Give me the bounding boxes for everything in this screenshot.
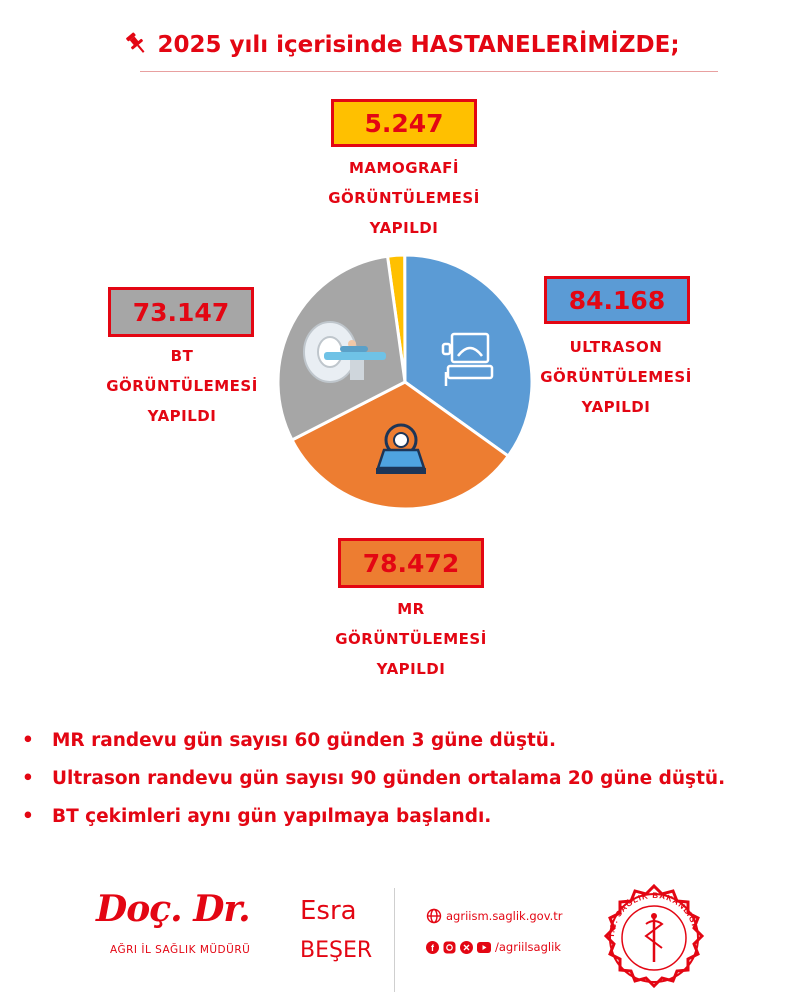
signature-last-name: BEŞER [300,938,373,963]
globe-icon [426,908,442,924]
list-item: • Ultrason randevu gün sayısı 90 günden ortalama 20 güne düştü. [22,760,803,798]
x-icon [460,941,473,954]
list-item: • MR randevu gün sayısı 60 günden 3 güne düştü. [22,722,803,760]
ultrason-value-box [544,276,690,324]
bt-label: BT GÖRÜNTÜLEMESİ YAPILDI [106,347,258,425]
mr-label: MR GÖRÜNTÜLEMESİ YAPILDI [335,600,487,678]
mr-value: 78.472 [362,548,460,578]
mamografi-label: MAMOGRAFİ GÖRÜNTÜLEMESİ YAPILDI [328,159,480,237]
signature-first-name: Esra [300,896,357,926]
instagram-icon [443,941,456,954]
social-handle[interactable] [426,940,561,954]
youtube-icon [477,942,491,953]
footer-divider [394,888,395,992]
bt-value-box [108,287,254,337]
mamografi-value-box [331,99,477,147]
signature-role: AĞRI İL SAĞLIK MÜDÜRÜ [110,944,251,956]
imaging-pie-chart [270,248,550,518]
svg-text:T.C. SAĞLIK BAKANLIĞI: T.C. SAĞLIK BAKANLIĞI [606,890,700,939]
page-title [0,30,803,62]
highlights-list [22,722,803,836]
title-divider [140,71,718,72]
ultrason-value: 84.168 [568,285,666,315]
ministry-seal-logo [598,882,710,994]
mr-value-box [338,538,484,588]
list-item: • BT çekimleri aynı gün yapılmaya başlandı. [22,798,803,836]
website-link[interactable] [426,908,563,924]
mamografi-value: 5.247 [364,108,444,138]
facebook-icon [426,941,439,954]
website-text: agriism.saglik.gov.tr [446,909,563,923]
ultrason-label: ULTRASON GÖRÜNTÜLEMESİ YAPILDI [540,338,692,416]
svg-text:f: f [431,942,434,953]
bt-value: 73.147 [132,297,230,327]
signature-title: Doç. Dr. [96,888,250,930]
page-title-text: 2025 yılı içerisinde HASTANELERİMİZDE; [157,32,680,58]
social-text: /agriilsaglik [495,940,561,954]
pushpin-icon [123,30,149,62]
